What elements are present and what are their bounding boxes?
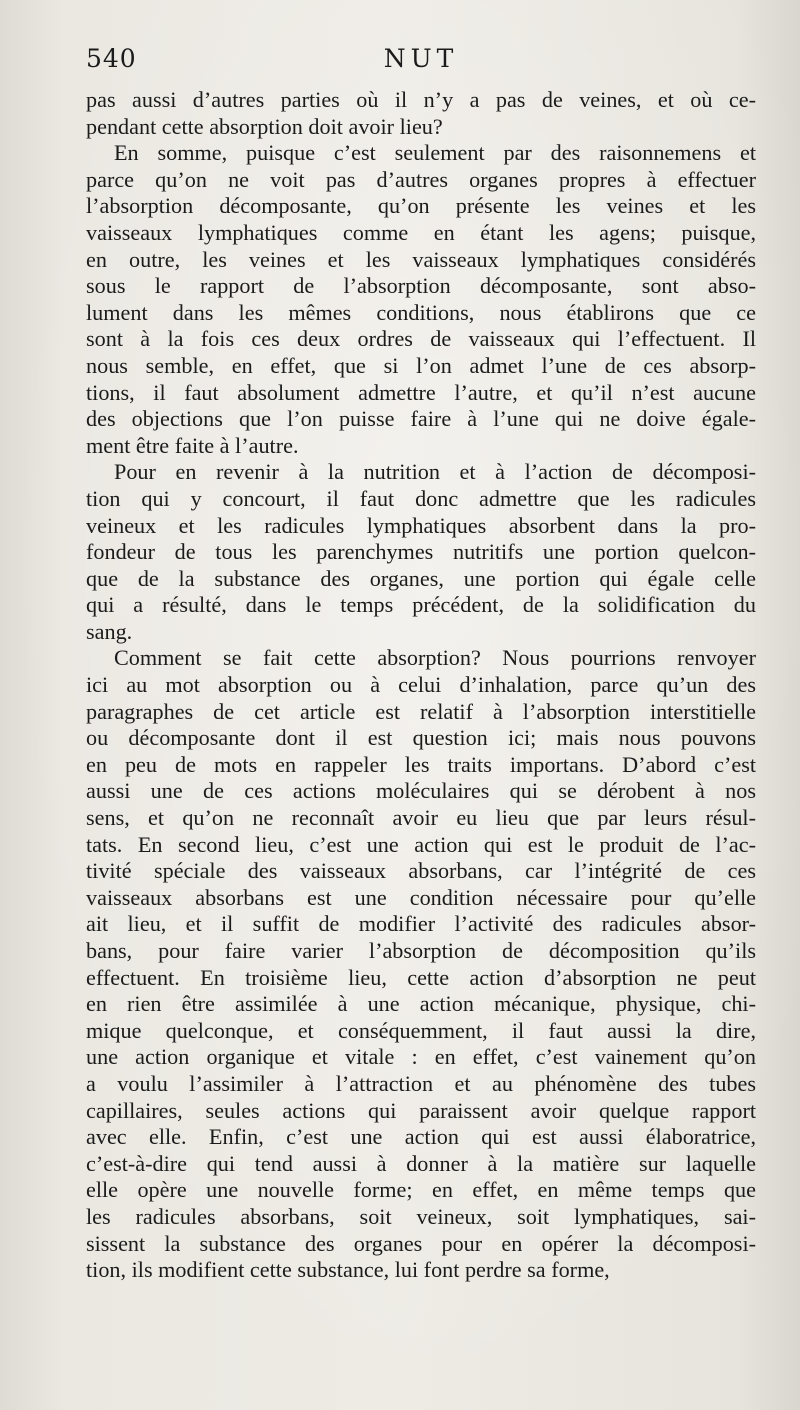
text-line: les radicules absorbans, soit veineux, soit lymphatiques, sai- — [86, 1203, 756, 1229]
text-line: sous le rapport de l’absorption décomposante, sont abso- — [86, 273, 756, 299]
text-line: parce qu’on ne voit pas d’autres organes propres à effectuer — [86, 166, 756, 192]
page-number: 540 — [86, 44, 137, 73]
text-line: qui a résulté, dans le temps précédent, de la solidification du — [86, 592, 756, 618]
text-line: pas aussi d’autres parties où il n’y a pas de veines, et où ce- — [86, 87, 756, 112]
text-line: paragraphes de cet article est relatif à l’absorption interstitielle — [86, 698, 756, 724]
text-line: veineux et les radicules lymphatiques absorbent dans la pro- — [86, 512, 756, 538]
text-line: Pour en revenir à la nutrition et à l’action de décomposi- — [114, 459, 756, 485]
text-line: En somme, puisque c’est seulement par des raisonnemens et — [114, 140, 756, 166]
text-line: sont à la fois ces deux ordres de vaisseaux qui l’effectuent. Il — [86, 326, 756, 352]
page-header — [86, 44, 756, 84]
text-line: l’absorption décomposante, qu’on présente les veines et les — [86, 193, 756, 219]
text-line: ait lieu, et il suffit de modifier l’activité des radicules absor- — [86, 911, 756, 937]
text-line: tion qui y concourt, il faut donc admettre que les radicules — [86, 485, 756, 511]
text-line: sissent la substance des organes pour en opérer la décomposi- — [86, 1230, 756, 1256]
text-line: en peu de mots en rappeler les traits importans. D’abord c’est — [86, 751, 756, 777]
text-line: vaisseaux absorbans est une condition nécessaire pour qu’elle — [86, 884, 756, 910]
running-head: NUT — [383, 44, 459, 73]
text-line: tions, il faut absolument admettre l’autre, et qu’il n’est aucune — [86, 379, 756, 405]
text-line: en rien être assimilée à une action mécanique, physique, chi- — [86, 991, 756, 1017]
text-line: tion, ils modifient cette substance, lui font perdre sa forme, — [86, 1257, 610, 1283]
paragraph — [86, 459, 756, 645]
text-line: en outre, les veines et les vaisseaux lymphatiques considérés — [86, 246, 756, 272]
text-line: que de la substance des organes, une portion qui égale celle — [86, 565, 756, 591]
text-line: lument dans les mêmes conditions, nous établirons que ce — [86, 299, 756, 325]
text-line: tats. En second lieu, c’est une action qui est le produit de l’ac- — [86, 831, 756, 857]
text-line: elle opère une nouvelle forme; en effet, en même temps que — [86, 1177, 756, 1203]
paragraph — [86, 87, 756, 140]
text-line: avec elle. Enfin, c’est une action qui est aussi élaboratrice, — [86, 1124, 756, 1150]
text-line: nous semble, en effet, que si l’on admet l’une de ces absorp- — [86, 352, 756, 378]
text-line: sang. — [86, 618, 133, 644]
text-line: sens, et qu’on ne reconnaît avoir eu lieu que par leurs résul- — [86, 805, 756, 831]
text-line: c’est-à-dire qui tend aussi à donner à la matière sur laquelle — [86, 1150, 756, 1176]
text-line: aussi une de ces actions moléculaires qui se dérobent à nos — [86, 778, 756, 804]
text-line: ment être faite à l’autre. — [86, 432, 299, 458]
text-line: effectuent. En troisième lieu, cette action d’absorption ne peut — [86, 964, 756, 990]
text-line: mique quelconque, et conséquemment, il faut aussi la dire, — [86, 1017, 756, 1043]
text-line: a voulu l’assimiler à l’attraction et au phénomène des tubes — [86, 1070, 756, 1096]
text-line: vaisseaux lymphatiques comme en étant les agens; puisque, — [86, 219, 756, 245]
text-line: bans, pour faire varier l’absorption de décomposition qu’ils — [86, 938, 756, 963]
text-line: ou décomposante dont il est question ici; mais nous pouvons — [86, 725, 756, 751]
text-line: Comment se fait cette absorption? Nous pourrions renvoyer — [114, 645, 756, 671]
paragraph — [86, 140, 756, 459]
text-line: ici au mot absorption ou à celui d’inhalation, parce qu’un des — [86, 672, 756, 698]
body-text — [86, 87, 756, 1284]
text-line: fondeur de tous les parenchymes nutritifs une portion quelcon- — [86, 539, 756, 565]
text-line: pendant cette absorption doit avoir lieu? — [86, 113, 443, 139]
text-line: tivité spéciale des vaisseaux absorbans, car l’intégrité de ces — [86, 858, 756, 884]
paragraph — [86, 645, 756, 1283]
text-line: une action organique et vitale : en effet, c’est vainement qu’on — [86, 1044, 756, 1070]
text-line: des objections que l’on puisse faire à l’une qui ne doive égale- — [86, 406, 756, 432]
text-line: capillaires, seules actions qui paraissent avoir quelque rapport — [86, 1097, 756, 1123]
